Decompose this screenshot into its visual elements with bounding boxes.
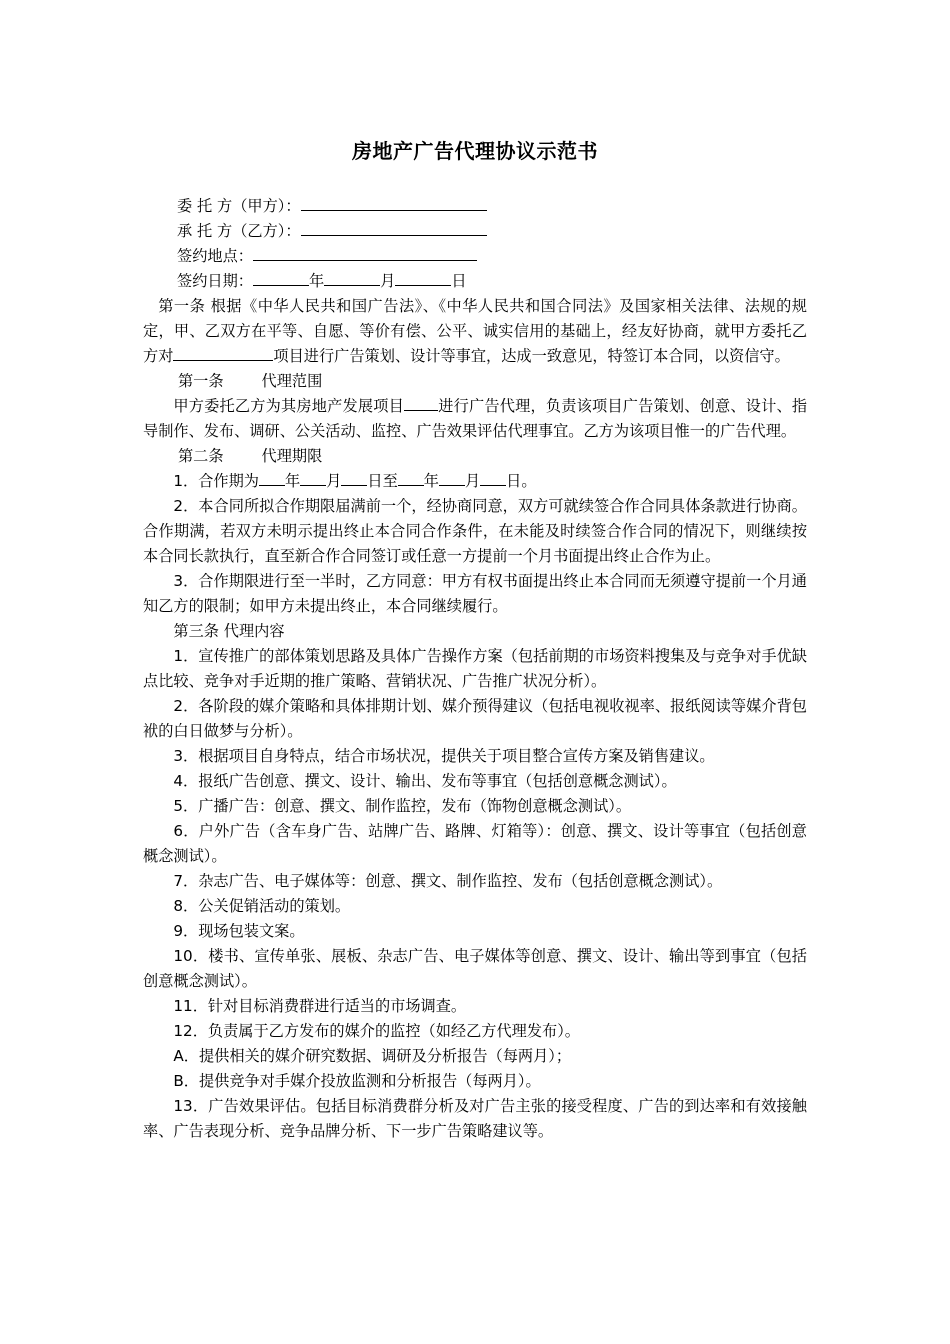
content-item: 2．各阶段的媒介策略和具体排期计划、媒介预得建议（包括电视收视率、报纸阅读等媒介背包袱的白日做梦与分析）。	[143, 697, 807, 740]
content-item: B．提供竞争对手媒介投放监测和分析报告（每两月）。	[173, 1072, 541, 1090]
article-1-number: 第一条	[177, 372, 224, 390]
party-b-blank	[301, 220, 487, 236]
term-1-end-day: 日。	[506, 472, 537, 490]
project-blank	[173, 345, 273, 361]
party-a-blank	[301, 195, 487, 211]
content-item: 4．报纸广告创意、撰文、设计、输出、发布等事宜（包括创意概念测试）。	[173, 772, 677, 790]
content-item: 10．楼书、宣传单张、展板、杂志广告、电子媒体等创意、撰文、设计、输出等到事宜（包括创意概念测试）。	[143, 947, 807, 990]
day-label: 日	[451, 272, 467, 290]
party-a-line	[143, 194, 807, 219]
article-1-text-b: 进行广告代理，负责该项目广告策划、创意、设计、指导制作、发布、调研、公关活动、监控、广告效果评估代理事宜。乙方为该项目惟一的广告代理。	[143, 397, 808, 440]
article-2-title: 代理期限	[261, 447, 323, 465]
content-item: A．提供相关的媒介研究数据、调研及分析报告（每两月）；	[173, 1047, 572, 1065]
party-b-line	[143, 219, 807, 244]
end-year-blank	[398, 470, 424, 486]
sign-place-blank	[253, 245, 477, 261]
term-2: 2．本合同所拟合作期限届满前一个，经协商同意，双方可就续签合作合同具体条款进行协商。合作期满，若双方未明示提出终止本合同合作条件，在未能及时续签合作合同的情况下，则继续按本合同长款执行，直至新合作合同签订或任意一方提前一个月书面提出终止合作为止。	[143, 497, 807, 565]
sign-place-label: 签约地点：	[177, 247, 253, 265]
term-1-end-month: 月	[464, 472, 481, 490]
sign-date-line	[143, 269, 807, 294]
content-item: 11．针对目标消费群进行适当的市场调查。	[173, 997, 467, 1015]
intro-text-b: 项目进行广告策划、设计等事宜，达成一致意见，特签订本合同，以资信守。	[273, 347, 790, 365]
day-blank	[395, 270, 451, 286]
term-1	[143, 469, 807, 494]
term-1-end-year: 年	[423, 472, 439, 490]
article-3-heading: 第三条 代理内容	[173, 622, 285, 640]
content-item: 5．广播广告：创意、撰文、制作监控，发布（饰物创意概念测试）。	[173, 797, 632, 815]
content-item: 9．现场包装文案。	[173, 922, 305, 940]
document-title: 房地产广告代理协议示范书	[352, 139, 598, 163]
term-1-to: 日至	[367, 472, 398, 490]
content-item: 6．户外广告（含车身广告、站牌广告、路牌、灯箱等）：创意、撰文、设计等事宜（包括创意概念测试）。	[143, 822, 807, 865]
content-item: 13．广告效果评估。包括目标消费群分析及对广告主张的接受程度、广告的到达率和有效接触率、广告表现分析、竞争品牌分析、下一步广告策略建议等。	[143, 1097, 807, 1140]
content-item: 12．负责属于乙方发布的媒介的监控（如经乙方代理发布）。	[173, 1022, 580, 1040]
article-3-items	[143, 644, 807, 1144]
year-label: 年	[308, 272, 325, 290]
party-b-label: 承 托 方（乙方）：	[177, 222, 301, 240]
end-day-blank	[480, 470, 506, 486]
article-2-number: 第二条	[177, 447, 224, 465]
party-a-label: 委 托 方（甲方）：	[177, 197, 301, 215]
term-3: 3．合作期限进行至一半时，乙方同意：甲方有权书面提出终止本合同而无须遵守提前一个月通知乙方的限制；如甲方未提出终止，本合同继续履行。	[143, 572, 807, 615]
start-year-blank	[259, 470, 285, 486]
article-1-heading	[143, 369, 807, 394]
article-2-heading	[143, 444, 807, 469]
month-blank	[324, 270, 380, 286]
month-label: 月	[380, 272, 396, 290]
start-month-blank	[300, 470, 326, 486]
term-1-year: 年	[285, 472, 301, 490]
start-day-blank	[341, 470, 367, 486]
content-item: 7．杂志广告、电子媒体等：创意、撰文、制作监控、发布（包括创意概念测试）。	[173, 872, 723, 890]
sign-place-line	[143, 244, 807, 269]
article-1-title: 代理范围	[261, 372, 323, 390]
article-1-text-a: 甲方委托乙方为其房地产发展项目	[173, 397, 405, 415]
term-1-text: 1．合作期为	[173, 472, 259, 490]
sign-date-label: 签约日期：	[177, 272, 253, 290]
project-name-blank	[404, 395, 438, 411]
term-1-month: 月	[326, 472, 342, 490]
end-month-blank	[439, 470, 465, 486]
intro-text-a: 第一条 根据《中华人民共和国广告法》、《中华人民共和国合同法》及国家相关法律、法规的规定，甲、乙双方在平等、自愿、等价有偿、公平、诚实信用的基础上，经友好协商，就甲方委托乙方对	[143, 297, 807, 365]
article-1-paragraph	[143, 394, 807, 444]
year-blank	[253, 270, 309, 286]
content-item: 3．根据项目自身特点，结合市场状况，提供关于项目整合宣传方案及销售建议。	[173, 747, 715, 765]
content-item: 1．宣传推广的部体策划思路及具体广告操作方案（包括前期的市场资料搜集及与竞争对手优缺点比较、竞争对手近期的推广策略、营销状况、广告推广状况分析）。	[143, 647, 807, 690]
intro-paragraph	[143, 294, 807, 369]
content-item: 8．公关促销活动的策划。	[173, 897, 351, 915]
